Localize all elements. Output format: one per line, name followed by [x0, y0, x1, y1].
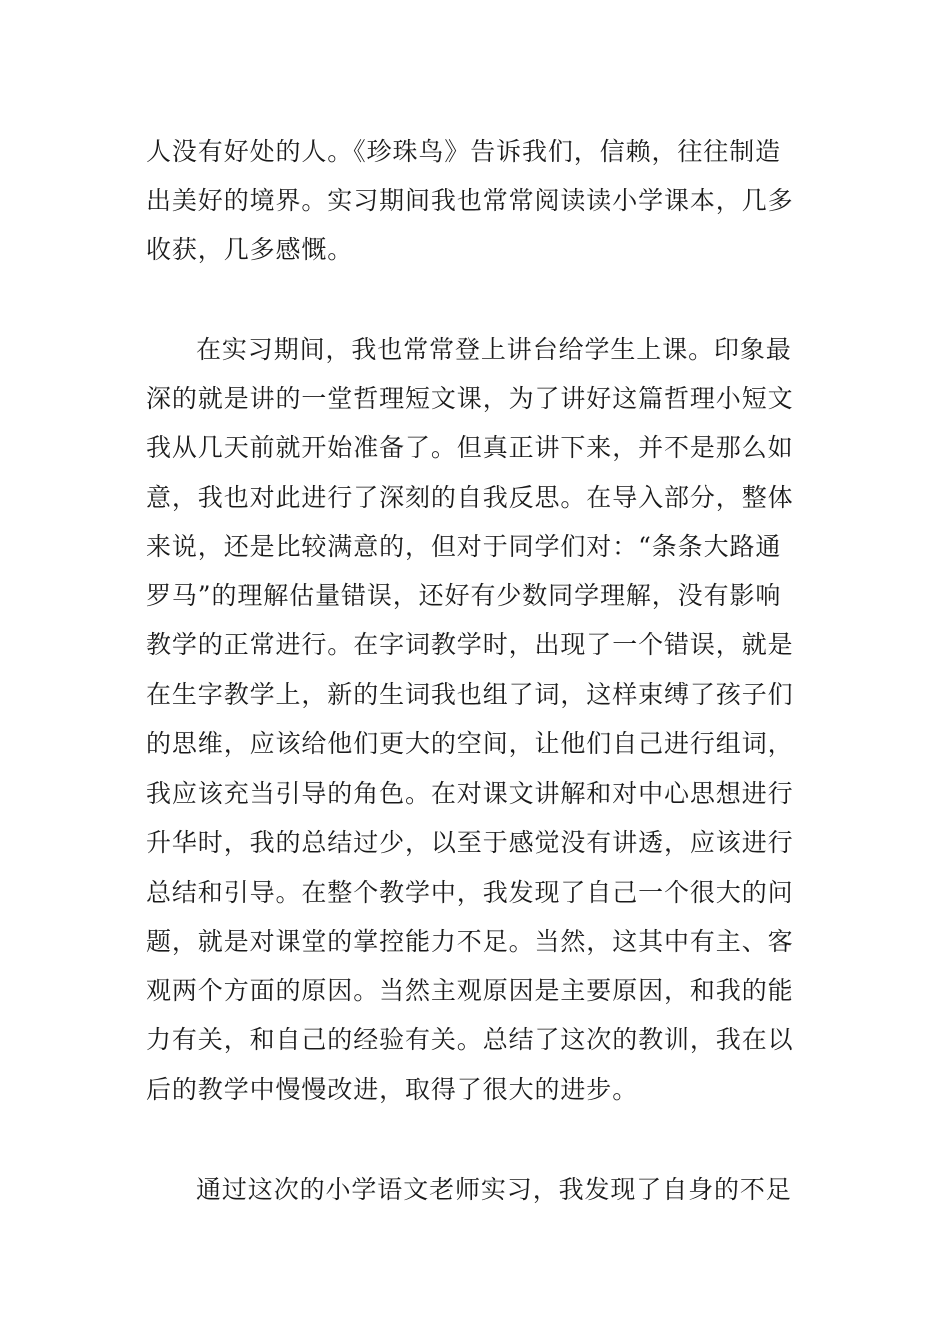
paragraph-2-line-6: 罗马”的理解估量错误，还好有少数同学理解，没有影响: [146, 581, 782, 610]
paragraph-2-line-4: 意，我也对此进行了深刻的自我反思。在导入部分，整体: [146, 483, 794, 512]
paragraph-2-line-2: 深的就是讲的一堂哲理短文课，为了讲好这篇哲理小短文: [146, 384, 794, 413]
paragraph-2-line-9: 的思维，应该给他们更大的空间，让他们自己进行组词，: [146, 729, 794, 758]
paragraph-2-line-13: 题，就是对课堂的掌控能力不足。当然，这其中有主、客: [146, 927, 794, 956]
paragraph-2-line-5: 来说，还是比较满意的，但对于同学们对：“条条大路通: [146, 532, 782, 561]
paragraph-2-line-12: 总结和引导。在整个教学中，我发现了自己一个很大的问: [146, 878, 794, 907]
paragraph-2-line-8: 在生字教学上，新的生词我也组了词，这样束缚了孩子们: [146, 680, 794, 709]
paragraph-2-line-1: 在实习期间，我也常常登上讲台给学生上课。印象最: [196, 335, 792, 364]
paragraph-2-line-15: 力有关，和自己的经验有关。总结了这次的教训，我在以: [146, 1025, 794, 1054]
paragraph-1-line-2: 出美好的境界。实习期间我也常常阅读读小学课本，几多: [146, 186, 794, 215]
paragraph-2-line-16: 后的教学中慢慢改进，取得了很大的进步。: [146, 1075, 639, 1104]
paragraph-2-line-3: 我从几天前就开始准备了。但真正讲下来，并不是那么如: [146, 433, 794, 462]
paragraph-3-line-1: 通过这次的小学语文老师实习，我发现了自身的不足: [196, 1175, 792, 1204]
paragraph-2-line-11: 升华时，我的总结过少，以至于感觉没有讲透，应该进行: [146, 828, 794, 857]
paragraph-2-line-14: 观两个方面的原因。当然主观原因是主要原因，和我的能: [146, 976, 794, 1005]
paragraph-1-line-1: 人没有好处的人。《珍珠鸟》告诉我们，信赖，往往制造: [146, 137, 782, 166]
paragraph-2-line-10: 我应该充当引导的角色。在对课文讲解和对中心思想进行: [146, 779, 794, 808]
paragraph-1-line-3: 收获，几多感慨。: [146, 235, 354, 264]
paragraph-2-line-7: 教学的正常进行。在字词教学时，出现了一个错误，就是: [146, 630, 794, 659]
